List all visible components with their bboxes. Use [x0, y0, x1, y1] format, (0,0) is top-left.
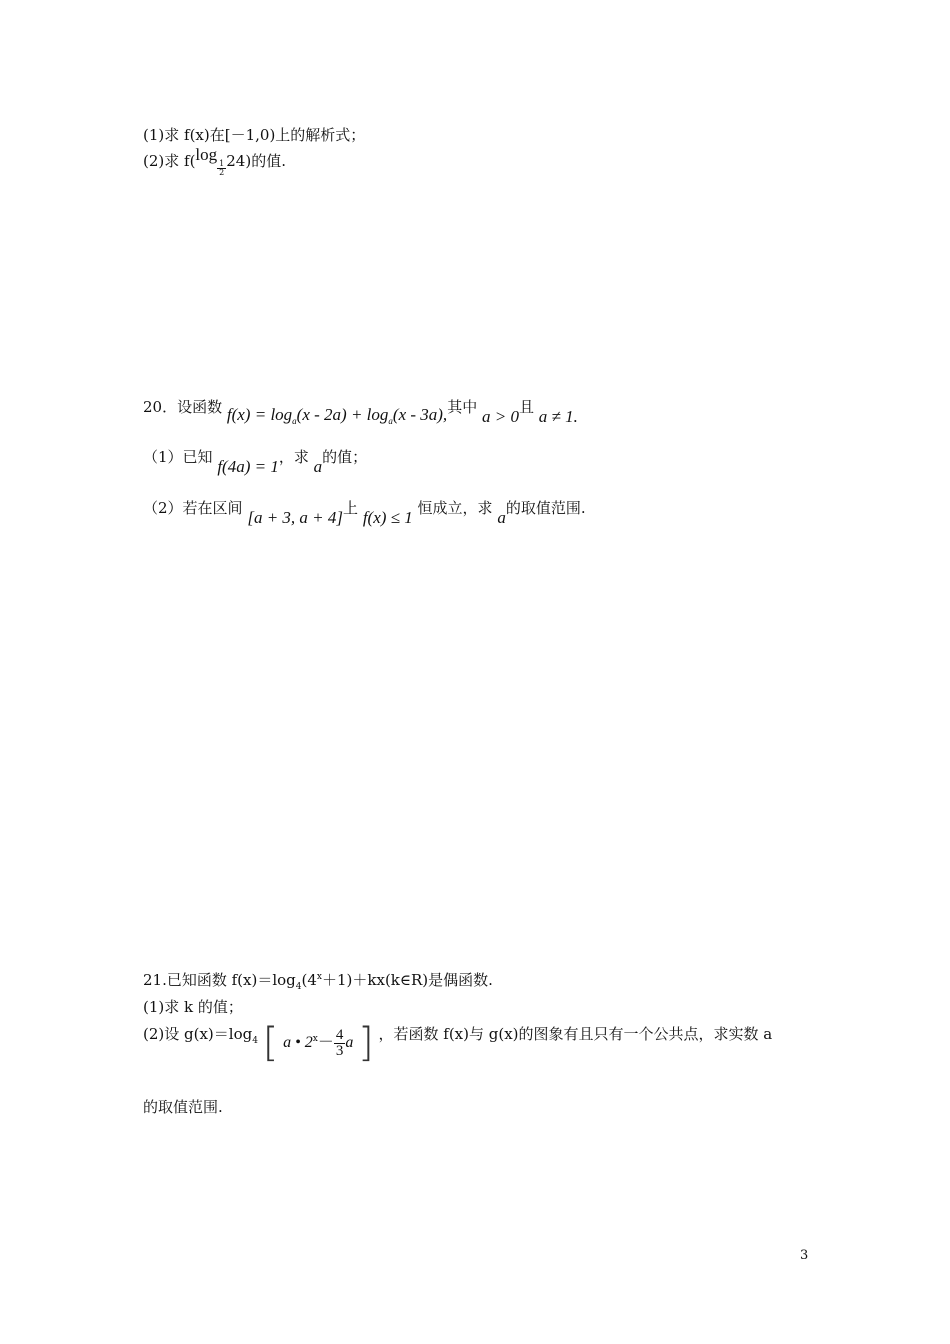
four-thirds-fraction: $\frac{4}{3}$ — [335, 1026, 344, 1059]
q21-stem: 21.已知函数 $f(x)=\log_4(4^x+1)+kx(k\in R)$是偶函数. — [143, 971, 493, 992]
q19-part2: (2)求 f(log $\frac{1}{2}$ 24)的值. — [143, 145, 286, 177]
right-bracket: ] — [358, 1020, 374, 1066]
page-number: 3 — [800, 1248, 809, 1263]
q20-part1: （1）已知 f(4a) = 1，求 a的值； — [143, 448, 368, 476]
q21-part2-continued: 的取值范围. — [143, 1098, 223, 1116]
left-bracket: [ — [262, 1020, 279, 1066]
log-symbol: log — [195, 145, 218, 164]
q20-function-formula: $f(x) = \log_a(x - 2a) + \log_a(x - 3a)$, — [226, 405, 448, 426]
q21-part1: (1)求 k 的值； — [143, 998, 243, 1016]
q19-part1: (1)求 f(x)在[－1,0)上的解析式； — [143, 126, 366, 144]
q20-part2: （2）若在区间 [a + 3, a + 4]上 f(x) ≤ 1 恒成立，求 a的取值范围. — [143, 499, 586, 527]
q20-stem: 20．设函数 $f(x) = \log_a(x - 2a) + \log_a(x - 3a)$,其中 a > 0且 a ≠ 1. — [143, 398, 578, 426]
log-base-fraction: $\frac{1}{2}$ — [219, 158, 225, 177]
q21-part2: (2)设 $g(x)=\log^4$ [ a • $2^x-$ $\frac{4}{3}$ a ] ，若函数 f(x)与 g(x)的图象有且只有一个公共点，求实数 a — [143, 1020, 773, 1066]
